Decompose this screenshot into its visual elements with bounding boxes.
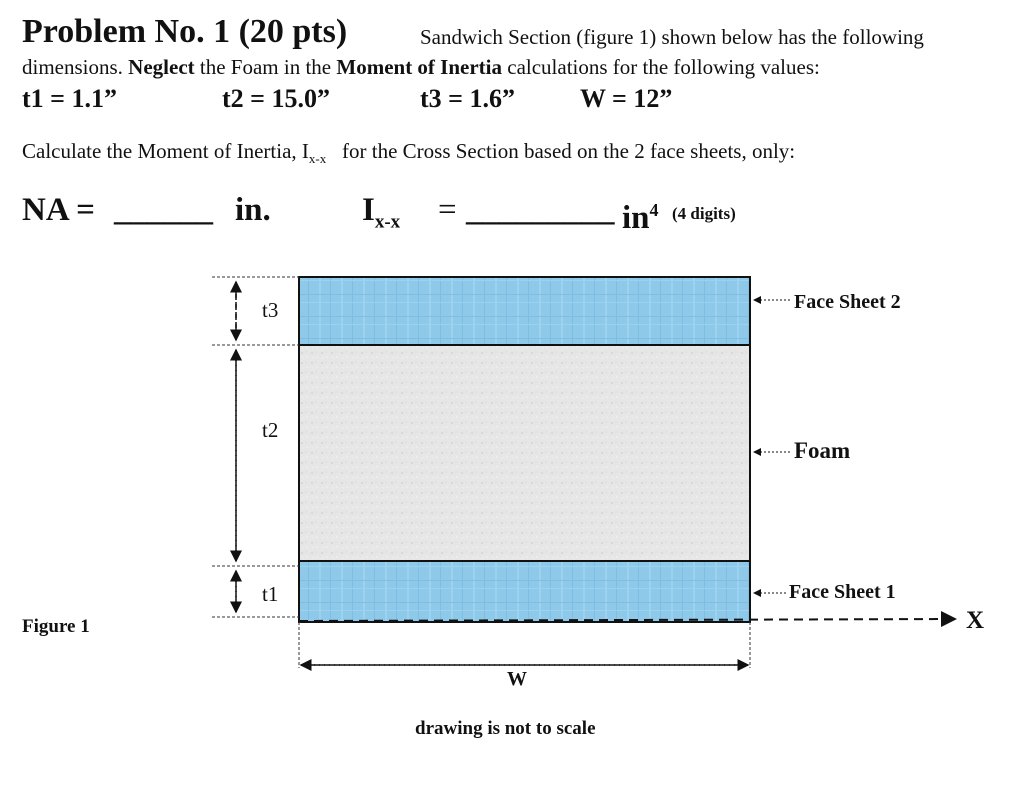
label-x-axis: X xyxy=(966,607,985,634)
intro-moment: Moment of Inertia xyxy=(336,55,502,79)
intro-foam: the Foam in the xyxy=(199,55,332,79)
intro-dimensions: dimensions. xyxy=(22,55,123,79)
intro-neglect: Neglect xyxy=(128,55,195,79)
calc-text-b: for the Cross Section based on the 2 face sheets, only: xyxy=(342,139,796,163)
face-sheet-1-rect xyxy=(299,561,750,622)
leader-lines xyxy=(754,300,790,593)
label-t2: t2 xyxy=(262,418,279,442)
dim-t3: t3 = 1.6” xyxy=(420,84,515,113)
not-to-scale-note: drawing is not to scale xyxy=(415,718,596,739)
label-foam: Foam xyxy=(794,438,851,463)
label-t3: t3 xyxy=(262,298,279,322)
label-face-sheet-1: Face Sheet 1 xyxy=(789,581,896,603)
calc-sub: x-x xyxy=(308,151,327,167)
problem-title: Problem No. 1 (20 pts) xyxy=(22,13,348,50)
intro-line-1: Sandwich Section (figure 1) shown below has the following xyxy=(420,25,924,49)
ixx-blank[interactable]: _________ xyxy=(466,192,615,228)
na-unit: in. xyxy=(235,192,271,228)
face-sheet-2-rect xyxy=(299,277,750,345)
label-t1: t1 xyxy=(262,582,279,606)
intro-end: calculations for the following values: xyxy=(507,55,820,79)
digits-note: (4 digits) xyxy=(672,204,736,223)
calc-text-a: Calculate the Moment of Inertia, I xyxy=(22,139,309,163)
ixx-sub: x-x xyxy=(374,211,401,233)
ixx-i: I xyxy=(362,192,375,228)
dim-w: W = 12” xyxy=(580,84,673,113)
figure-label: Figure 1 xyxy=(22,616,90,637)
dim-t2: t2 = 15.0” xyxy=(222,84,330,113)
foam-rect xyxy=(299,345,750,561)
dim-t1: t1 = 1.1” xyxy=(22,84,117,113)
label-face-sheet-2: Face Sheet 2 xyxy=(794,291,901,313)
ixx-unit-in: in xyxy=(622,200,650,236)
na-blank[interactable]: ______ xyxy=(114,192,213,228)
na-label: NA = xyxy=(22,192,95,228)
label-width: W xyxy=(507,668,527,690)
ixx-unit-exp: 4 xyxy=(649,200,659,220)
ixx-equals: = xyxy=(438,192,457,228)
